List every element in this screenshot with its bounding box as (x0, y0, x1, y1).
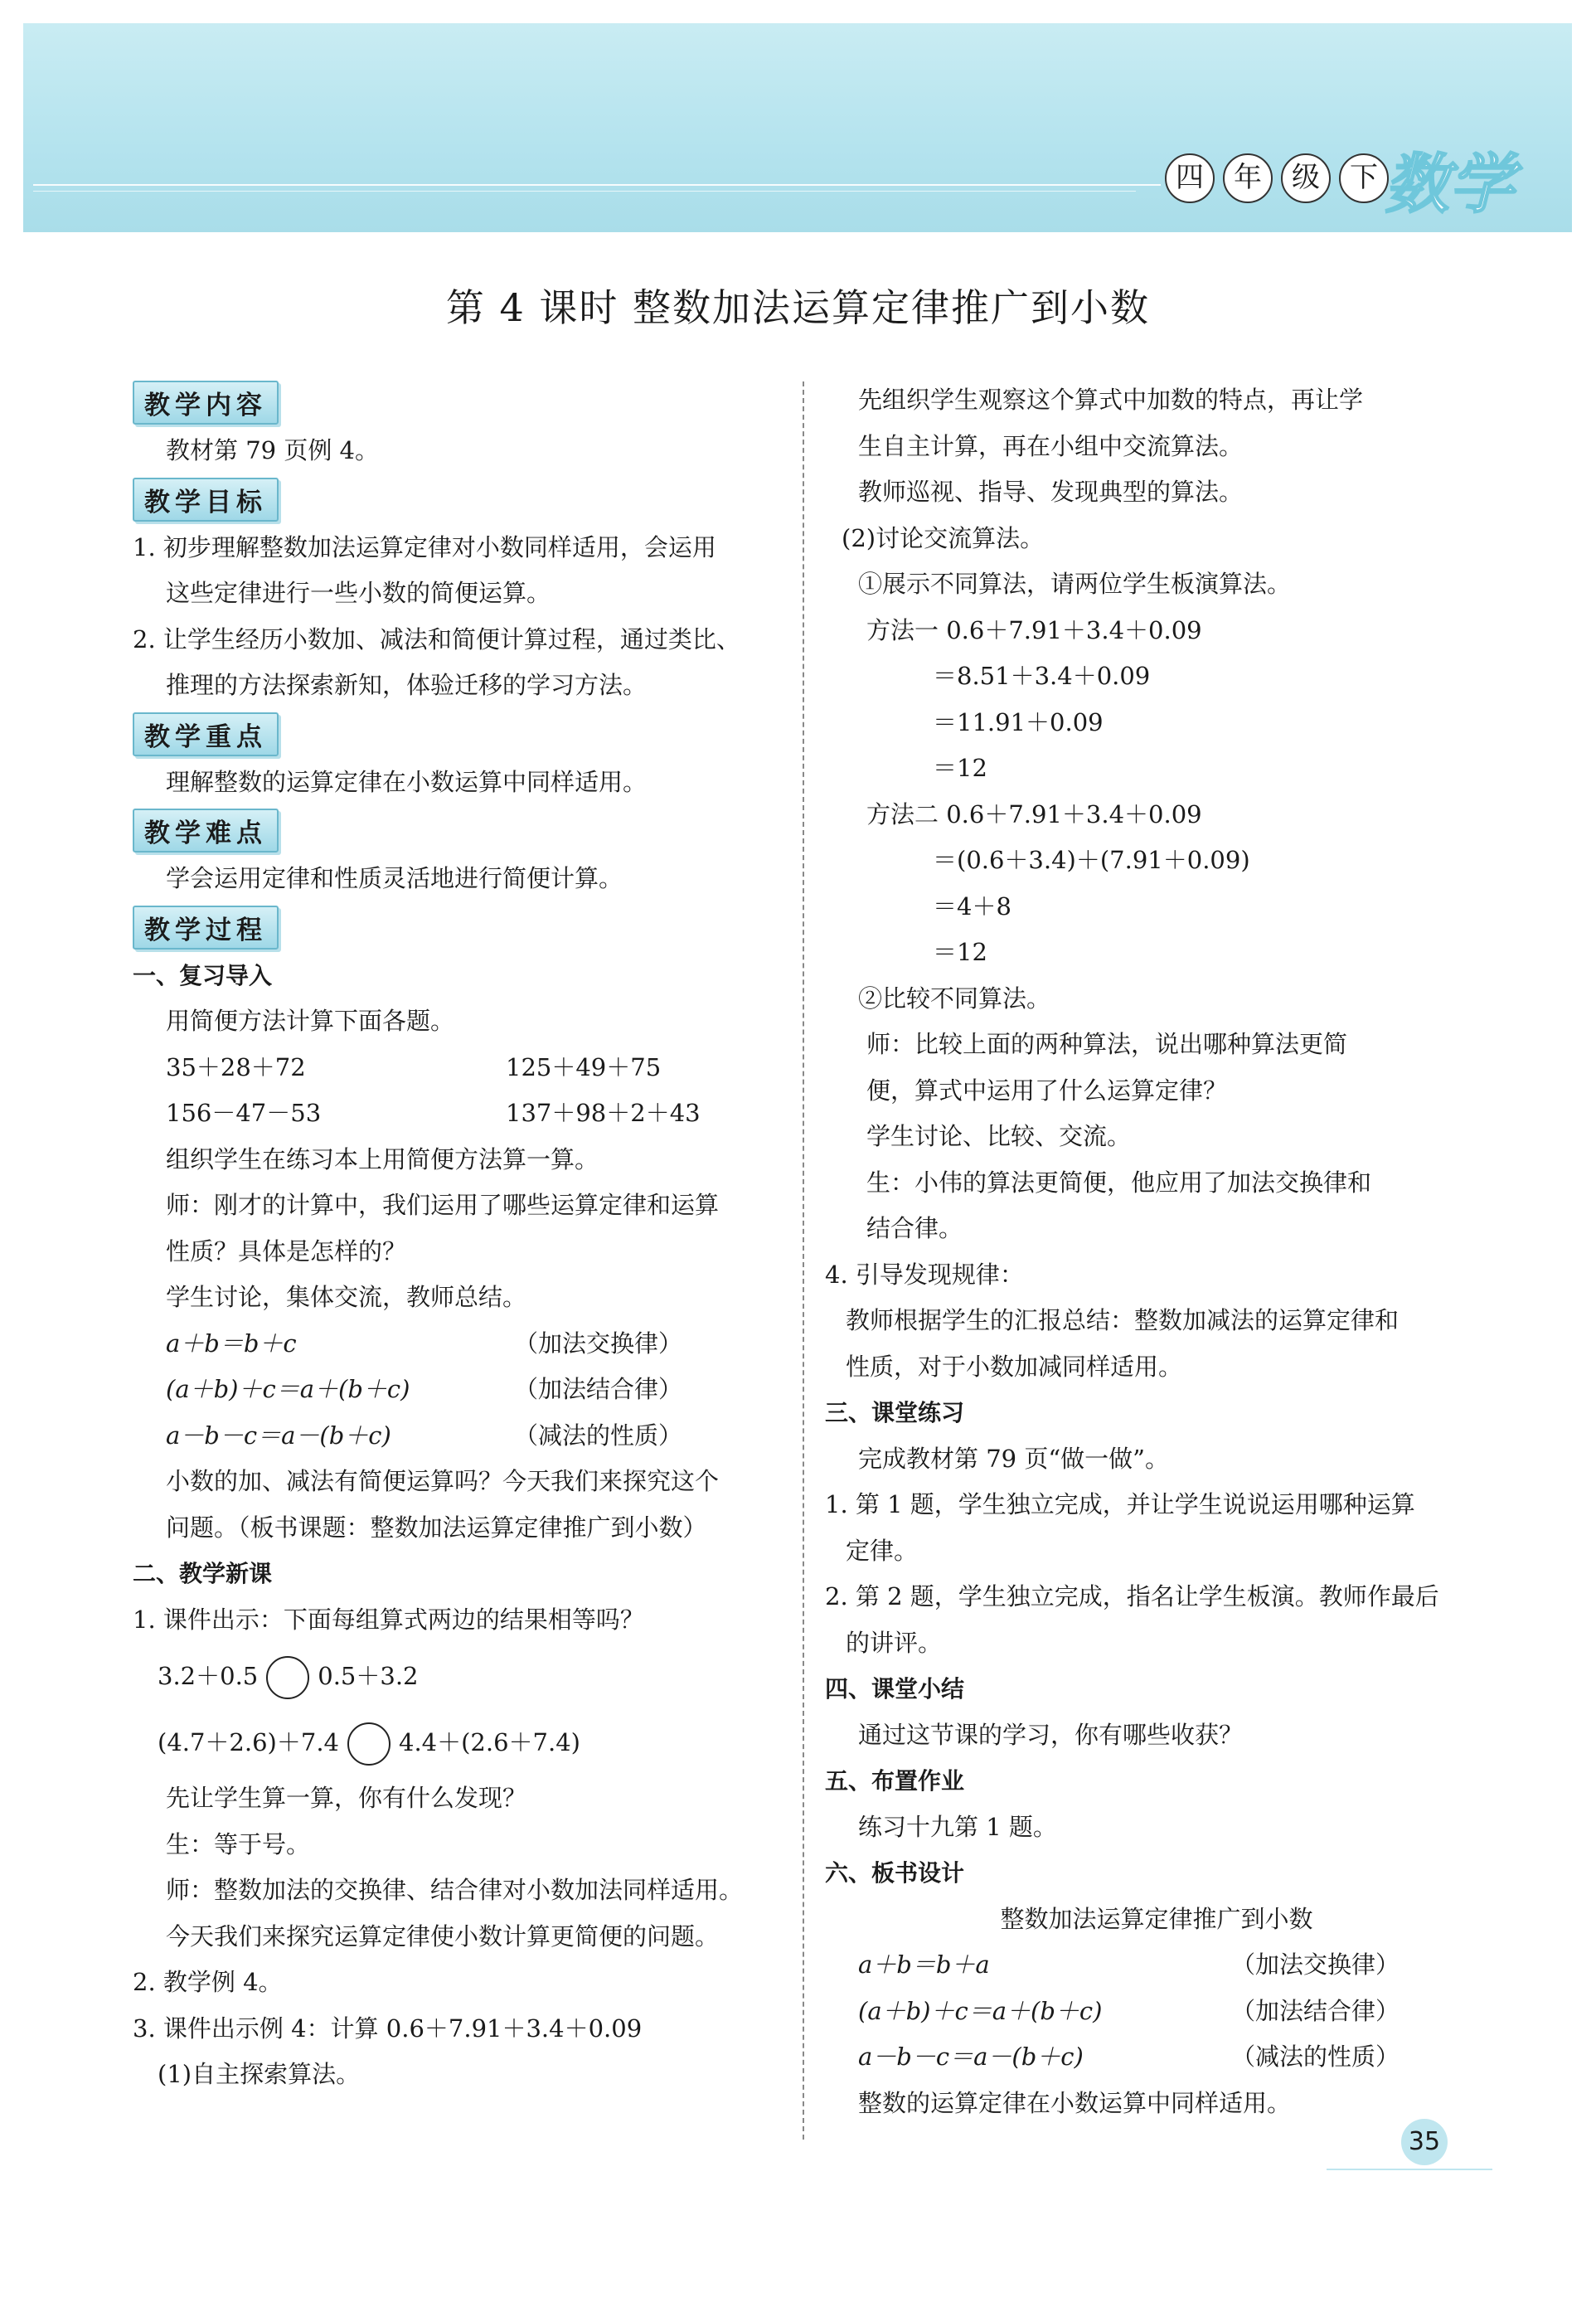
left-column (133, 377, 788, 2098)
text-line: 小数的加、减法有简便运算吗？今天我们来探究这个 (166, 1467, 720, 1495)
heading-badge: 教学目标 (133, 478, 279, 522)
right-column (825, 377, 1488, 2126)
text-line: 3. 课件出示例 4：计算 0.6＋7.91＋3.4＋0.09 (133, 2014, 643, 2043)
compare-row (133, 1709, 788, 1776)
text-line: 生自主计算，再在小组中交流算法。 (858, 431, 1244, 460)
column-divider (803, 381, 804, 2140)
law-name: （加法结合律） (514, 1375, 683, 1403)
header-rule-thin (33, 191, 1136, 192)
formula: a－b－c＝a－(b＋c) (858, 2043, 1084, 2071)
text-line: 用简便方法计算下面各题。 (166, 1007, 455, 1035)
text-line: (2)讨论交流算法。 (842, 523, 1045, 552)
text-line: 学会运用定律和性质灵活地进行简便计算。 (166, 864, 623, 892)
text-line: 今天我们来探究运算定律使小数计算更简便的问题。 (166, 1921, 720, 1950)
text-line: 结合律。 (866, 1214, 963, 1242)
expression-row (133, 1045, 788, 1091)
expression: 4.4＋(2.6＋7.4) (399, 1728, 580, 1756)
text-line: 2. 第 2 题，学生独立完成，指名让学生板演。教师作最后 (825, 1582, 1439, 1610)
text-line: 1. 课件出示：下面每组算式两边的结果相等吗？ (133, 1605, 644, 1634)
text-line: 教师根据学生的汇报总结：整数加减法的运算定律和 (846, 1306, 1400, 1334)
method-line: 方法二 0.6＋7.91＋3.4＋0.09 (866, 799, 1202, 828)
text-line: 师：比较上面的两种算法，说出哪种算法更简 (866, 1030, 1348, 1058)
text-line: 师：整数加法的交换律、结合律对小数加法同样适用。 (166, 1876, 744, 1904)
heading-badge: 教学难点 (133, 809, 279, 853)
text-line: ②比较不同算法。 (858, 984, 1051, 1013)
text-line: 性质？具体是怎样的？ (166, 1236, 407, 1265)
text-line: 推理的方法探索新知，体验迁移的学习方法。 (166, 671, 648, 699)
section-heading: 六、板书设计 (825, 1859, 965, 1887)
text-line: 问题。（板书课题：整数加法运算定律推广到小数） (166, 1513, 707, 1542)
formula: a－b－c＝a－(b＋c) (166, 1421, 391, 1450)
formula: (a＋b)＋c＝a＋(b＋c) (166, 1375, 410, 1403)
grade-char: 级 (1281, 153, 1331, 203)
text-line: 理解整数的运算定律在小数运算中同样适用。 (166, 767, 648, 796)
law-row (825, 1989, 1488, 2035)
section-difficulty (133, 805, 788, 856)
law-row (133, 1321, 788, 1367)
text-line: 性质，对于小数加减同样适用。 (846, 1352, 1183, 1381)
grade-char: 下 (1339, 153, 1389, 203)
grade-label (1165, 153, 1389, 203)
expression: 35＋28＋72 (166, 1052, 306, 1081)
method-line: ＝12 (933, 938, 987, 966)
expression: 137＋98＋2＋43 (506, 1099, 701, 1127)
text-line: 这些定律进行一些小数的简便运算。 (166, 579, 551, 607)
section-process (133, 902, 788, 953)
section-key (133, 709, 788, 760)
page-number: 35 (1401, 2119, 1448, 2165)
method-line: ＝4＋8 (933, 891, 1011, 921)
heading-badge: 教学过程 (133, 906, 279, 950)
text-line: 1. 初步理解整数加法运算定律对小数同样适用，会运用 (133, 532, 716, 561)
text-line: 生：小伟的算法更简便，他应用了加法交换律和 (866, 1168, 1372, 1197)
text-line: 完成教材第 79 页“做一做”。 (858, 1444, 1169, 1473)
formula: (a＋b)＋c＝a＋(b＋c) (858, 1996, 1103, 2025)
compare-circle (347, 1722, 391, 1766)
text-line: 通过这节课的学习，你有哪些收获？ (858, 1720, 1244, 1749)
heading-badge: 教学重点 (133, 712, 279, 756)
section-content (133, 377, 788, 428)
text-line: 整数的运算定律在小数运算中同样适用。 (858, 2088, 1292, 2117)
law-row (133, 1367, 788, 1413)
law-row (825, 1942, 1488, 1989)
heading-badge: 教学内容 (133, 381, 279, 425)
text-line: 4. 引导发现规律： (825, 1260, 1024, 1289)
text-line: 练习十九第 1 题。 (858, 1812, 1057, 1841)
text-line: 2. 教学例 4。 (133, 1968, 283, 1996)
expression: (4.7＋2.6)＋7.4 (158, 1728, 339, 1756)
formula: a＋b＝b＋a (858, 1950, 990, 1979)
expression-row (133, 1091, 788, 1137)
expression: 125＋49＋75 (506, 1052, 662, 1081)
method-line: ＝11.91＋0.09 (933, 707, 1104, 736)
text-line: 教师巡视、指导、发现典型的算法。 (858, 478, 1244, 506)
law-name: （加法交换律） (1231, 1950, 1400, 1979)
subject-logo: 数学 (1385, 147, 1515, 222)
compare-row (133, 1643, 788, 1709)
text-line: 学生讨论、比较、交流。 (866, 1122, 1132, 1150)
text-line: 便，算式中运用了什么运算定律？ (866, 1076, 1228, 1105)
board-title: 整数加法运算定律推广到小数 (1000, 1904, 1313, 1933)
law-row (825, 2034, 1488, 2081)
text-line: ①展示不同算法，请两位学生板演算法。 (858, 570, 1292, 598)
law-name: （减法的性质） (1231, 2043, 1400, 2071)
section-heading: 二、教学新课 (133, 1560, 273, 1587)
grade-char: 年 (1223, 153, 1273, 203)
expression: 156－47－53 (166, 1099, 322, 1127)
page-number-rule (1327, 2169, 1492, 2170)
method-line: ＝12 (933, 754, 987, 782)
grade-char: 四 (1165, 153, 1215, 203)
text-line: 先让学生算一算，你有什么发现？ (166, 1784, 527, 1812)
page-title: 第 4 课时 整数加法运算定律推广到小数 (445, 285, 1151, 330)
method-line: ＝8.51＋3.4＋0.09 (933, 662, 1151, 690)
text-line: 的讲评。 (846, 1628, 943, 1657)
section-heading: 五、布置作业 (825, 1767, 965, 1795)
text-line: 先组织学生观察这个算式中加数的特点，再让学 (858, 386, 1364, 414)
text-line: 1. 第 1 题，学生独立完成，并让学生说说运用哪种运算 (825, 1490, 1415, 1518)
law-name: （加法结合律） (1231, 1996, 1400, 2025)
text-line: 教材第 79 页例 4。 (166, 436, 380, 464)
law-name: （加法交换律） (514, 1329, 683, 1358)
text-line: 定律。 (846, 1536, 919, 1565)
law-row (133, 1413, 788, 1460)
section-goals (133, 474, 788, 525)
section-heading: 一、复习导入 (133, 961, 273, 989)
section-heading: 四、课堂小结 (825, 1675, 965, 1703)
law-name: （减法的性质） (514, 1421, 683, 1450)
compare-circle (266, 1656, 309, 1699)
header-rule (33, 184, 1161, 186)
text-line: (1)自主探索算法。 (158, 2060, 361, 2088)
expression: 3.2＋0.5 (158, 1662, 259, 1690)
text-line: 组织学生在练习本上用简便方法算一算。 (166, 1144, 599, 1173)
text-line: 2. 让学生经历小数加、减法和简便计算过程，通过类比、 (133, 624, 740, 653)
method-line: ＝(0.6＋3.4)＋(7.91＋0.09) (933, 846, 1250, 874)
expression: 0.5＋3.2 (318, 1662, 419, 1690)
formula: a＋b＝b＋c (166, 1329, 297, 1358)
method-line: 方法一 0.6＋7.91＋3.4＋0.09 (866, 615, 1202, 644)
section-heading: 三、课堂练习 (825, 1399, 965, 1426)
text-line: 生：等于号。 (166, 1829, 311, 1858)
text-line: 师：刚才的计算中，我们运用了哪些运算定律和运算 (166, 1191, 720, 1219)
text-line: 学生讨论，集体交流，教师总结。 (166, 1283, 527, 1311)
